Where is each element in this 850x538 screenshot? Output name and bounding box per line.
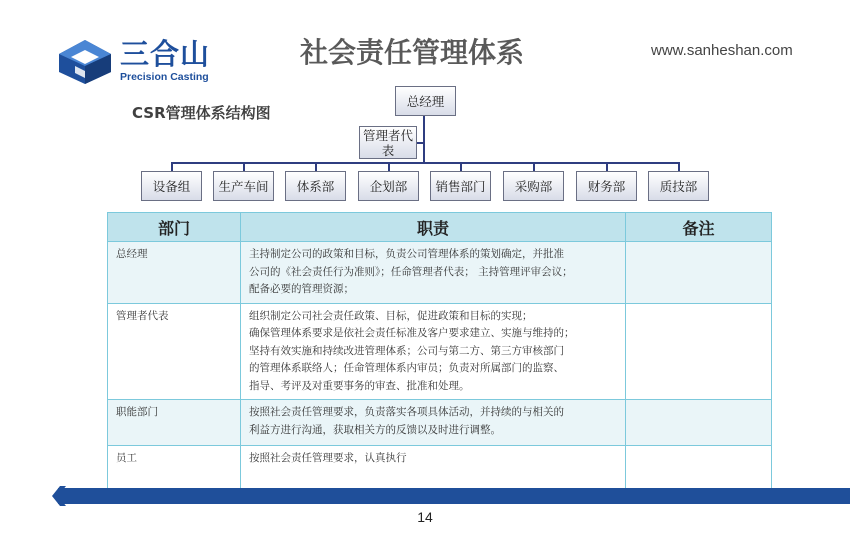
connector-drop bbox=[678, 162, 680, 171]
org-box-management-rep: 管理者代 表 bbox=[359, 126, 417, 159]
page-title: 社会责任管理体系 bbox=[300, 36, 525, 69]
brand-name-en: Precision Casting bbox=[120, 71, 209, 83]
org-box-dept: 设备组 bbox=[141, 171, 202, 201]
website-url: www.sanheshan.com bbox=[651, 42, 793, 59]
connector-drop bbox=[243, 162, 245, 171]
connector-drop bbox=[315, 162, 317, 171]
table-header-row bbox=[108, 213, 772, 242]
cell-dept: 员工 bbox=[108, 446, 241, 492]
connector-drop bbox=[388, 162, 390, 171]
cell-dept: 管理者代表 bbox=[108, 303, 241, 400]
connector-horizontal bbox=[171, 162, 680, 164]
footer-bar bbox=[58, 488, 850, 504]
connector-drop bbox=[171, 162, 173, 171]
connector-drop bbox=[460, 162, 462, 171]
org-box-dept: 生产车间 bbox=[213, 171, 274, 201]
connector-drop bbox=[533, 162, 535, 171]
cell-dept: 职能部门 bbox=[108, 400, 241, 446]
cell-duty: 组织制定公司社会责任政策、目标，促进政策和目标的实现； 确保管理体系要求是依社会责任标准及客户要求建立、实施与维持的； 坚持有效实施和持续改进管理体系；公司与第二方、第三方审核部门 的管理体系联络人；任命管理体系内审员；负责对所属部门的监察、 指导、考评及对重要事务的审查、批准和处理。 bbox=[241, 303, 626, 400]
org-box-dept: 销售部门 bbox=[430, 171, 491, 201]
table-row bbox=[108, 400, 772, 446]
page-number: 14 bbox=[417, 509, 433, 525]
cell-dept: 总经理 bbox=[108, 242, 241, 304]
cell-duty: 按照社会责任管理要求，认真执行 bbox=[241, 446, 626, 492]
brand-name-cn: 三合山 bbox=[120, 37, 211, 71]
cell-note bbox=[626, 400, 772, 446]
cell-note bbox=[626, 446, 772, 492]
cell-duty: 主持制定公司的政策和目标，负责公司管理体系的策划确定，并批准 公司的《社会责任行为准则》；任命管理者代表； 主持管理评审会议； 配备必要的管理资源； bbox=[241, 242, 626, 304]
connector-rep bbox=[417, 142, 424, 144]
connector-drop bbox=[606, 162, 608, 171]
column-header-duty: 职责 bbox=[241, 213, 626, 242]
org-box-dept: 质技部 bbox=[648, 171, 709, 201]
cell-note bbox=[626, 242, 772, 304]
cell-note bbox=[626, 303, 772, 400]
column-header-dept: 部门 bbox=[108, 213, 241, 242]
table-row bbox=[108, 303, 772, 400]
responsibility-table bbox=[107, 212, 772, 492]
table-row bbox=[108, 242, 772, 304]
connector-vertical-main bbox=[423, 116, 425, 163]
org-box-dept: 财务部 bbox=[576, 171, 637, 201]
org-box-dept: 体系部 bbox=[285, 171, 346, 201]
table-row bbox=[108, 446, 772, 492]
org-box-general-manager: 总经理 bbox=[395, 86, 456, 116]
column-header-note: 备注 bbox=[626, 213, 772, 242]
brand-logo-icon bbox=[55, 38, 115, 84]
org-box-dept: 企划部 bbox=[358, 171, 419, 201]
org-box-dept: 采购部 bbox=[503, 171, 564, 201]
cell-duty: 按照社会责任管理要求，负责落实各项具体活动，并持续的与相关的 利益方进行沟通，获取相关方的反馈以及时进行调整。 bbox=[241, 400, 626, 446]
section-subtitle: CSR管理体系结构图 bbox=[132, 104, 271, 122]
